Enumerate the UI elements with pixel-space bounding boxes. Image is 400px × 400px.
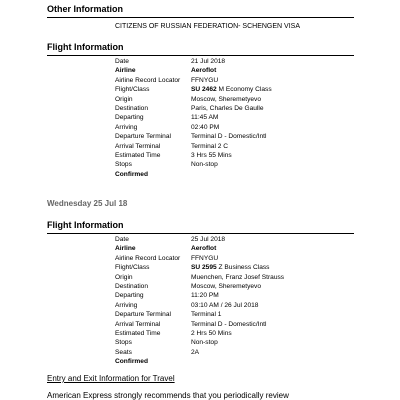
detail-row	[115, 142, 355, 151]
detail-label: Arrival Terminal	[115, 320, 161, 328]
detail-value-text: 2A	[191, 348, 200, 356]
detail-label: Airline	[115, 245, 136, 253]
detail-row	[115, 123, 355, 132]
detail-label: Arrival Terminal	[115, 142, 161, 150]
detail-value	[191, 76, 355, 85]
detail-value	[191, 320, 355, 329]
detail-value	[191, 85, 355, 94]
detail-value	[191, 244, 355, 253]
detail-value	[191, 357, 355, 366]
detail-value	[191, 310, 355, 319]
detail-row	[115, 357, 355, 366]
detail-value	[191, 132, 355, 141]
detail-label: Confirmed	[115, 358, 148, 366]
detail-value-text: Terminal D - Domestic/Intl	[191, 320, 267, 328]
detail-value	[191, 338, 355, 347]
detail-value	[191, 142, 355, 151]
flight-details-table-1	[115, 57, 355, 179]
detail-label: Seats	[115, 348, 132, 356]
detail-label: Origin	[115, 273, 133, 281]
detail-label: Arriving	[115, 123, 138, 131]
detail-label: Departing	[115, 114, 144, 122]
detail-value-text: Muenchen, Franz Josef Strauss	[191, 273, 285, 281]
detail-row	[115, 76, 355, 85]
entry-exit-info-link[interactable]: Entry and Exit Information for Travel	[47, 374, 175, 383]
detail-value	[191, 170, 355, 179]
detail-row	[115, 348, 355, 357]
flight-information-title-1: Flight Information	[47, 42, 124, 52]
detail-row	[115, 244, 355, 253]
flight-details-table-2	[115, 235, 355, 366]
detail-label: Airline	[115, 67, 136, 75]
detail-value-text: 25 Jul 2018	[191, 236, 226, 243]
detail-value-text: Paris, Charles De Gaulle	[191, 104, 264, 112]
detail-label: Stops	[115, 339, 132, 347]
detail-value	[191, 329, 355, 338]
detail-row	[115, 291, 355, 300]
detail-label: Date	[115, 58, 129, 65]
detail-label: Departure Terminal	[115, 311, 171, 319]
detail-label: Destination	[115, 104, 148, 112]
detail-row	[115, 95, 355, 104]
detail-label: Estimated Time	[115, 151, 161, 159]
detail-value	[191, 151, 355, 160]
detail-row	[115, 113, 355, 122]
detail-label: Stops	[115, 161, 132, 169]
detail-label: Departure Terminal	[115, 133, 171, 141]
detail-row	[115, 254, 355, 263]
detail-value-text: Aeroflot	[191, 67, 217, 75]
other-information-title: Other Information	[47, 4, 123, 14]
detail-row	[115, 338, 355, 347]
detail-value-text: Moscow, Sheremetyevo	[191, 282, 261, 290]
detail-row	[115, 104, 355, 113]
detail-value	[191, 282, 355, 291]
detail-value	[191, 95, 355, 104]
detail-row	[115, 170, 355, 179]
detail-value-text: FFNYGU	[191, 76, 219, 84]
detail-value	[191, 301, 355, 310]
detail-row	[115, 273, 355, 282]
detail-value-text: 03:10 AM / 26 Jul 2018	[191, 301, 259, 309]
detail-label: Departing	[115, 292, 144, 300]
detail-row	[115, 57, 355, 66]
detail-label: Arriving	[115, 301, 138, 309]
detail-value	[191, 291, 355, 300]
detail-value-text: Moscow, Sheremetyevo	[191, 95, 261, 103]
detail-value	[191, 123, 355, 132]
detail-value-text: 3 Hrs 55 Mins	[191, 151, 232, 159]
detail-label: Confirmed	[115, 170, 148, 178]
flight-number: SU 2595	[191, 264, 217, 272]
detail-value	[191, 263, 355, 272]
detail-label: Origin	[115, 95, 133, 103]
detail-value-text: Terminal D - Domestic/Intl	[191, 133, 267, 141]
detail-value	[191, 254, 355, 263]
detail-row	[115, 310, 355, 319]
detail-row	[115, 235, 355, 244]
detail-value	[191, 348, 355, 357]
detail-row	[115, 329, 355, 338]
flight-information-divider-1	[47, 55, 354, 56]
flight-number: SU 2462	[191, 86, 217, 94]
detail-value-text: Z Business Class	[218, 264, 270, 272]
detail-value-text: Aeroflot	[191, 245, 217, 253]
detail-value-text: M Economy Class	[218, 86, 272, 94]
detail-value-text: Non-stop	[191, 161, 218, 169]
detail-value-text: 21 Jul 2018	[191, 58, 226, 65]
detail-value	[191, 273, 355, 282]
flight-information-divider-2	[47, 233, 354, 234]
detail-value	[191, 66, 355, 75]
detail-label: Estimated Time	[115, 329, 161, 337]
detail-row	[115, 66, 355, 75]
detail-label: Flight/Class	[115, 264, 150, 272]
detail-value	[191, 57, 355, 66]
detail-value-text: Terminal 1	[191, 311, 222, 319]
footer-text: American Express strongly recommends that you periodically review	[47, 391, 289, 400]
detail-value-text: 11:45 AM	[191, 114, 219, 122]
detail-label: Flight/Class	[115, 86, 150, 94]
detail-value	[191, 160, 355, 169]
detail-value	[191, 235, 355, 244]
day-heading: Wednesday 25 Jul 18	[47, 199, 128, 208]
detail-value	[191, 113, 355, 122]
detail-value-text: 02:40 PM	[191, 123, 220, 131]
detail-row	[115, 132, 355, 141]
flight-information-title-2: Flight Information	[47, 220, 124, 230]
detail-row	[115, 151, 355, 160]
detail-value-text: 11:20 PM	[191, 292, 219, 300]
detail-value-text: 2 Hrs 50 Mins	[191, 329, 232, 337]
detail-label: Destination	[115, 282, 148, 290]
detail-row	[115, 160, 355, 169]
detail-label: Airline Record Locator	[115, 76, 181, 84]
detail-label: Airline Record Locator	[115, 254, 181, 262]
detail-row	[115, 85, 355, 94]
detail-value	[191, 104, 355, 113]
detail-label: Date	[115, 236, 129, 243]
detail-value-text: FFNYGU	[191, 254, 219, 262]
detail-row	[115, 320, 355, 329]
detail-row	[115, 263, 355, 272]
other-information-divider	[47, 17, 354, 18]
detail-row	[115, 301, 355, 310]
detail-value-text: Non-stop	[191, 339, 218, 347]
detail-value-text: Terminal 2 C	[191, 142, 229, 150]
other-information-text: CITIZENS OF RUSSIAN FEDERATION- SCHENGEN VISA	[115, 23, 301, 30]
detail-row	[115, 282, 355, 291]
